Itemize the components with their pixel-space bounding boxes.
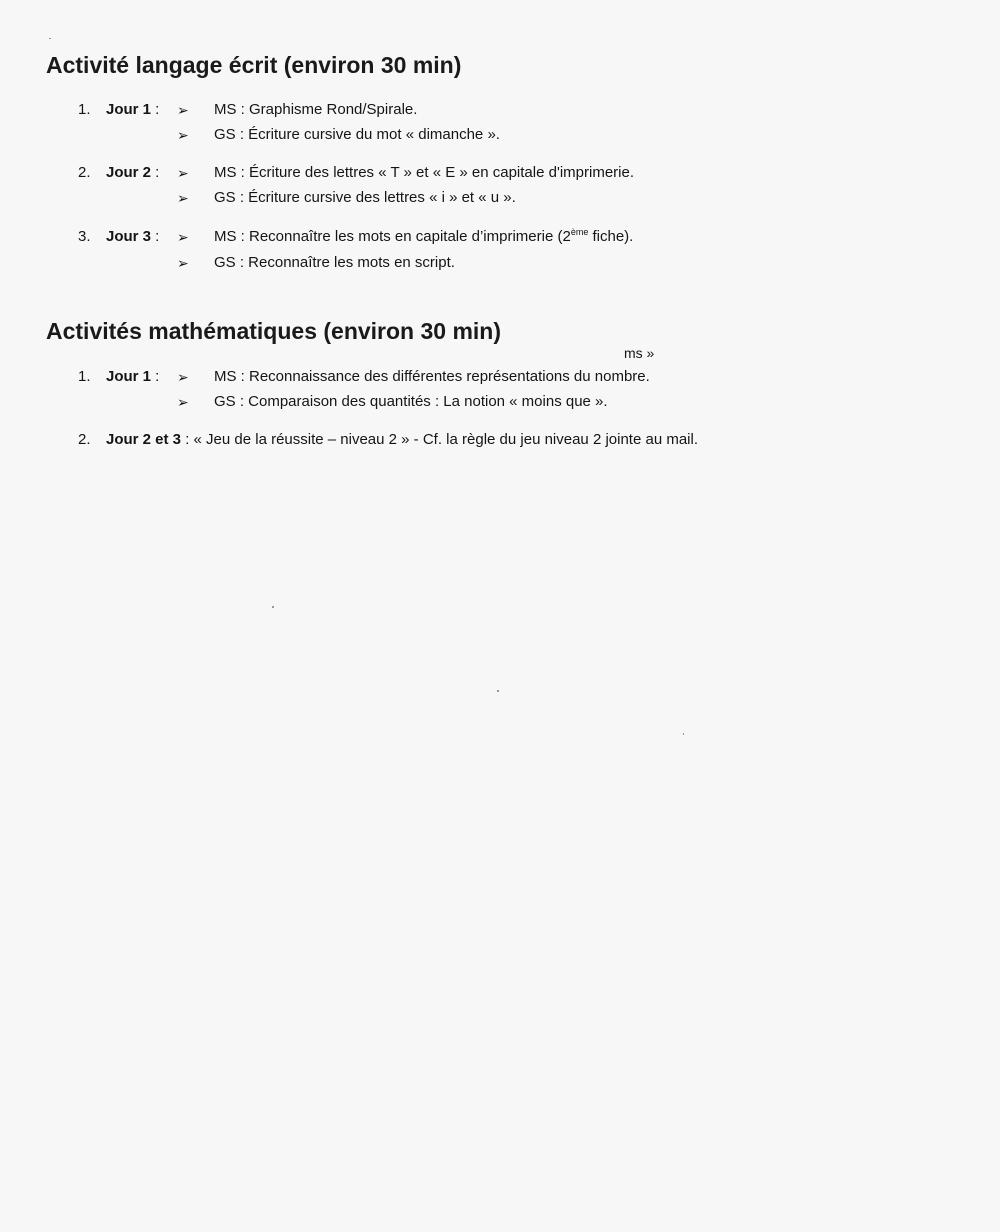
arrow-bullet-icon: ➢ bbox=[177, 190, 189, 206]
scan-speck bbox=[497, 690, 499, 692]
day-colon: : bbox=[151, 101, 160, 118]
day-name: Jour 2 bbox=[106, 164, 152, 181]
arrow-bullet-icon: ➢ bbox=[177, 255, 189, 271]
item-number: 3. bbox=[78, 228, 91, 245]
list-item: GS : Comparaison des quantités : La notion « moins que ». bbox=[214, 393, 608, 410]
list-item: GS : Reconnaître les mots en script. bbox=[214, 254, 455, 271]
item-number: 2. bbox=[78, 431, 91, 448]
arrow-bullet-icon: ➢ bbox=[177, 394, 189, 410]
day-colon: : bbox=[151, 164, 160, 181]
list-item: MS : Reconnaissance des différentes représentations du nombre. bbox=[214, 368, 650, 385]
arrow-bullet-icon: ➢ bbox=[177, 102, 189, 118]
scan-speck bbox=[683, 733, 684, 735]
arrow-bullet-icon: ➢ bbox=[177, 165, 189, 181]
arrow-bullet-icon: ➢ bbox=[177, 369, 189, 385]
list-item-text: fiche). bbox=[588, 228, 634, 245]
day-label bbox=[106, 431, 698, 448]
arrow-bullet-icon: ➢ bbox=[177, 229, 189, 245]
section-title-mathematics: Activités mathématiques (environ 30 min) bbox=[46, 318, 502, 344]
day-label bbox=[106, 164, 159, 181]
scan-speck bbox=[272, 606, 274, 608]
list-item: GS : Écriture cursive des lettres « i » et « u ». bbox=[214, 189, 516, 206]
day-colon: : bbox=[151, 368, 160, 385]
item-number: 2. bbox=[78, 164, 91, 181]
stray-text: ms » bbox=[624, 345, 655, 361]
section-title-written-language: Activité langage écrit (environ 30 min) bbox=[46, 52, 462, 78]
list-item: MS : Écriture des lettres « T » et « E » en capitale d'imprimerie. bbox=[214, 164, 634, 181]
list-item-text: MS : Reconnaître les mots en capitale d’imprimerie (2 bbox=[214, 228, 571, 245]
scan-speck bbox=[49, 38, 51, 39]
item-number: 1. bbox=[78, 101, 91, 118]
day-name: Jour 1 bbox=[106, 368, 152, 385]
list-item bbox=[214, 228, 633, 245]
day-colon: : bbox=[151, 228, 160, 245]
day-label bbox=[106, 368, 159, 385]
list-item: GS : Écriture cursive du mot « dimanche ». bbox=[214, 126, 500, 143]
arrow-bullet-icon: ➢ bbox=[177, 127, 189, 143]
day-name: Jour 3 bbox=[106, 228, 152, 245]
day-label bbox=[106, 228, 159, 245]
item-number: 1. bbox=[78, 368, 91, 385]
day-name: Jour 2 et 3 bbox=[106, 431, 182, 448]
list-item-text: : « Jeu de la réussite – niveau 2 » - Cf. la règle du jeu niveau 2 jointe au mail. bbox=[181, 431, 699, 448]
list-item: MS : Graphisme Rond/Spirale. bbox=[214, 101, 418, 118]
superscript: ème bbox=[570, 227, 589, 237]
day-name: Jour 1 bbox=[106, 101, 152, 118]
day-label bbox=[106, 101, 159, 118]
